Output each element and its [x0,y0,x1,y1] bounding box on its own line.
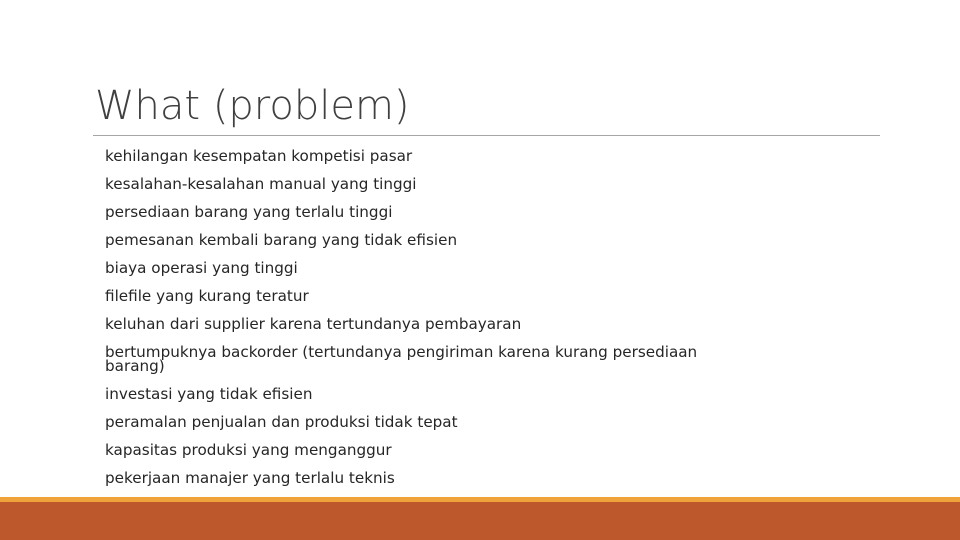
list-item: pekerjaan manajer yang terlalu teknis [105,469,395,487]
list-item: peramalan penjualan dan produksi tidak tepat [105,413,458,431]
list-item: kehilangan kesempatan kompetisi pasar [105,147,413,165]
list-item: biaya operasi yang tinggi [105,259,298,277]
title-divider [93,135,880,136]
list-item: persediaan barang yang terlalu tinggi [105,203,393,221]
slide-title: What (problem) [95,83,410,129]
problem-list [105,145,745,495]
list-item: pemesanan kembali barang yang tidak efisien [105,231,458,249]
list-item: filefile yang kurang teratur [105,287,309,305]
footer-bar [0,502,960,540]
list-item: keluhan dari supplier karena tertundanya pembayaran [105,315,522,333]
list-item: bertumpuknya backorder (tertundanya pengiriman karena kurang persediaan barang) [105,343,698,375]
list-item: kesalahan-kesalahan manual yang tinggi [105,175,417,193]
list-item: investasi yang tidak efisien [105,385,313,403]
list-item: kapasitas produksi yang menganggur [105,441,392,459]
